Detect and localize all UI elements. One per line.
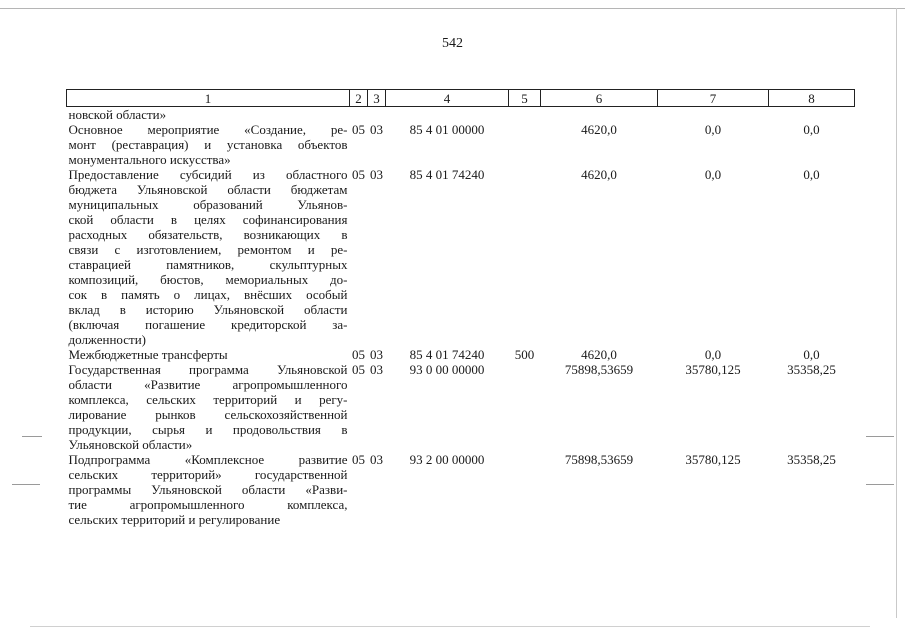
table-row [67, 347, 855, 362]
amount-col-6: 4620,0 [581, 122, 617, 137]
section-code: 05 [352, 452, 365, 467]
row-description [67, 167, 350, 347]
expense-type-code [509, 452, 541, 527]
table-row [67, 167, 855, 347]
amount-col-7 [658, 107, 769, 123]
row-description [67, 362, 350, 452]
section-code: 05 [352, 122, 365, 137]
description-line: вклад в историю Ульяновской области [68, 302, 348, 317]
expense-type-code [509, 107, 541, 123]
header-col-7: 7 [658, 90, 769, 107]
header-col-8: 8 [769, 90, 855, 107]
expense-type-code: 500 [514, 347, 535, 362]
subsection-code [368, 107, 386, 123]
description-line: сок в память о лицах, внёсших особый [68, 287, 348, 302]
description-line: монт (реставрация) и установка объектов [68, 137, 348, 152]
description-line: сельских территорий» государственной [68, 467, 348, 482]
table-row [67, 452, 855, 527]
header-col-6: 6 [541, 90, 658, 107]
amount-col-7: 0,0 [704, 167, 722, 182]
amount-col-8: 0,0 [803, 122, 820, 137]
row-description [67, 347, 350, 362]
table-header-row [67, 90, 855, 107]
expense-type-code [509, 167, 541, 347]
scan-frame-top [0, 8, 905, 9]
description-line: сельских территорий и регулирование [68, 512, 281, 527]
section-code: 05 [352, 167, 365, 182]
description-line: Подпрограмма «Комплексное развитие [68, 452, 348, 467]
amount-col-8: 0,0 [803, 347, 820, 362]
target-article-code: 85 4 01 00000 [409, 122, 485, 137]
table-row [67, 362, 855, 452]
section-code: 05 [352, 362, 365, 377]
target-article-code [386, 107, 509, 123]
amount-col-6: 4620,0 [581, 167, 617, 182]
subsection-code: 03 [370, 362, 383, 377]
amount-col-7: 0,0 [704, 347, 722, 362]
description-line: долженности) [68, 332, 146, 347]
amount-col-7: 35780,125 [685, 452, 741, 467]
target-article-code: 85 4 01 74240 [409, 167, 485, 182]
description-line: области «Развитие агропромышленного [68, 377, 348, 392]
header-col-4: 4 [386, 90, 509, 107]
description-line: продукции, сырья и продовольствия в [68, 422, 348, 437]
description-line: лирование рынков сельскохозяйственной [68, 407, 348, 422]
subsection-code: 03 [370, 347, 383, 362]
description-line: монументального искусства» [68, 152, 231, 167]
description-line: бюджета Ульяновской области бюджетам [68, 182, 348, 197]
subsection-code: 03 [370, 167, 383, 182]
header-col-1: 1 [67, 90, 350, 107]
row-description [67, 452, 350, 527]
amount-col-8: 35358,25 [787, 452, 836, 467]
scan-frame-right [896, 8, 897, 618]
description-line: Межбюджетные трансферты [68, 347, 228, 362]
description-line: композиций, бюстов, мемориальных до- [68, 272, 348, 287]
description-line: (включая погашение кредиторской за- [68, 317, 348, 332]
expense-type-code [509, 122, 541, 167]
description-line: муниципальных образований Ульянов- [68, 197, 348, 212]
description-line: новской области» [68, 107, 167, 122]
description-line: комплекса, сельских территорий и регу- [68, 392, 348, 407]
description-line: связи с изготовлением, ремонтом и ре- [68, 242, 348, 257]
target-article-code: 93 2 00 00000 [409, 452, 485, 467]
scan-noise [30, 626, 870, 627]
amount-col-6: 4620,0 [581, 347, 617, 362]
description-line: тие агропромышленного комплекса, [68, 497, 348, 512]
description-line: Основное мероприятие «Создание, ре- [68, 122, 348, 137]
amount-col-6: 75898,53659 [564, 362, 634, 377]
description-line: Государственная программа Ульяновской [68, 362, 348, 377]
scan-noise [866, 436, 894, 437]
amount-col-7: 35780,125 [685, 362, 741, 377]
budget-table [66, 89, 855, 527]
header-col-5: 5 [509, 90, 541, 107]
expense-type-code [509, 362, 541, 452]
scan-noise [866, 484, 894, 485]
header-col-2: 2 [350, 90, 368, 107]
table-row [67, 122, 855, 167]
description-line: ставрацией памятников, скульптурных [68, 257, 348, 272]
amount-col-8 [769, 107, 855, 123]
page-number: 542 [442, 36, 463, 51]
row-description [67, 122, 350, 167]
scan-noise [12, 484, 40, 485]
amount-col-8: 35358,25 [787, 362, 836, 377]
subsection-code: 03 [370, 122, 383, 137]
description-line: Ульяновской области» [68, 437, 193, 452]
target-article-code: 85 4 01 74240 [409, 347, 485, 362]
scan-noise [22, 436, 42, 437]
target-article-code: 93 0 00 00000 [409, 362, 485, 377]
section-code: 05 [352, 347, 365, 362]
amount-col-7: 0,0 [704, 122, 722, 137]
row-description [67, 107, 350, 123]
description-line: Предоставление субсидий из областного [68, 167, 348, 182]
subsection-code: 03 [370, 452, 383, 467]
description-line: программы Ульяновской области «Разви- [68, 482, 348, 497]
description-line: ской области в целях софинансирования [68, 212, 348, 227]
amount-col-6 [541, 107, 658, 123]
section-code [350, 107, 368, 123]
amount-col-8: 0,0 [803, 167, 820, 182]
header-col-3: 3 [368, 90, 386, 107]
table-row [67, 107, 855, 123]
description-line: расходных обязательств, возникающих в [68, 227, 348, 242]
amount-col-6: 75898,53659 [564, 452, 634, 467]
